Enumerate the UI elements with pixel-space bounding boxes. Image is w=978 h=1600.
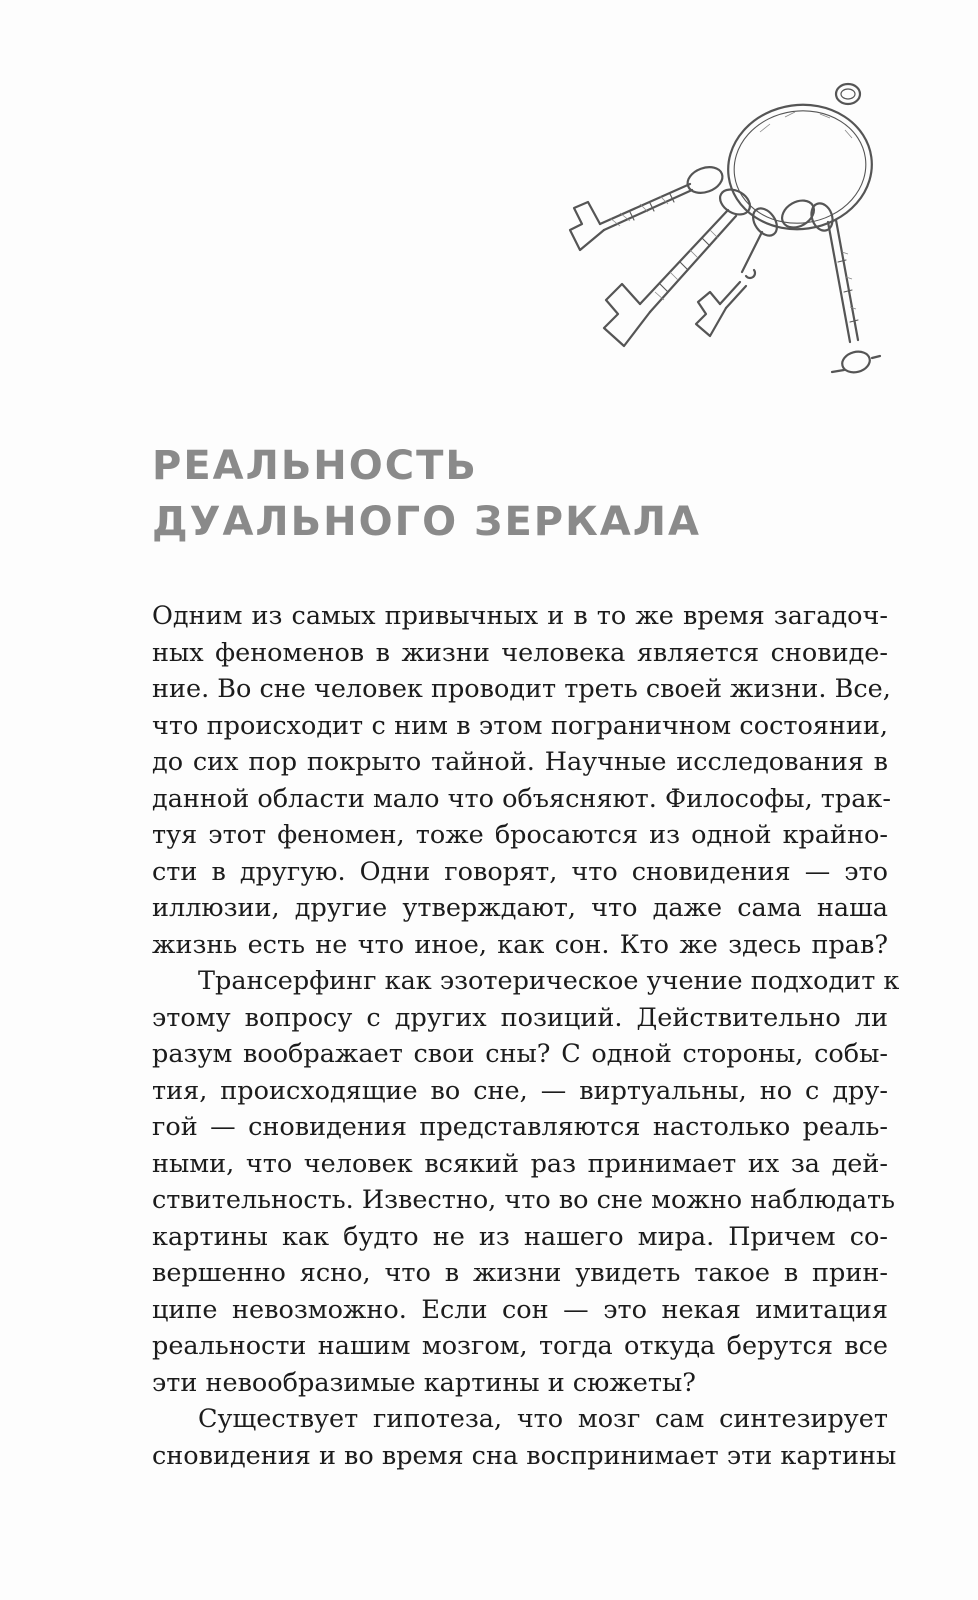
chapter-title-line-1: РЕАЛЬНОСТЬ [152, 443, 478, 489]
text-line: эти невообразимые картины и сюжеты? [152, 1367, 696, 1398]
text-line: ных феноменов в жизни человека является сновиде- [152, 637, 888, 668]
text-line: что происходит с ним в этом пограничном состоянии, [152, 710, 888, 741]
text-line: картины как будто не из нашего мира. Причем со- [152, 1221, 888, 1252]
text-line: туя этот феномен, тоже бросаются из одной крайно- [152, 820, 888, 850]
text-line: иллюзии, другие утверждают, что даже сама наша [152, 893, 888, 923]
text-line: гой — сновидения представляются настолько реаль- [152, 1112, 888, 1142]
text-line: ными, что человек всякий раз принимает их за дей- [152, 1148, 888, 1179]
paragraph-2 [152, 963, 900, 1401]
chapter-title [152, 438, 701, 550]
paragraph-1 [152, 598, 891, 963]
text-line: ние. Во сне человек проводит треть своей жизни. Все, [152, 674, 891, 704]
text-line: разум воображает свои сны? С одной стороны, собы- [152, 1039, 888, 1069]
text-line: сновидения и во время сна воспринимает эти картины [152, 1440, 897, 1471]
chapter-body-text [152, 598, 900, 1474]
text-line: Существует гипотеза, что мозг сам синтезирует [198, 1404, 888, 1434]
text-line: Одним из самых привычных и в то же время загадоч- [152, 601, 888, 631]
paragraph-3 [152, 1401, 897, 1474]
text-line: сти в другую. Одни говорят, что сновидения — это [152, 856, 888, 887]
text-line: этому вопросу с других позиций. Действительно ли [152, 1002, 888, 1033]
text-line: Трансерфинг как эзотерическое учение подходит к [198, 966, 900, 996]
text-line: ципе невозможно. Если сон — это некая имитация [152, 1294, 888, 1325]
key-ring-illustration [560, 72, 890, 392]
text-line: реальности нашим мозгом, тогда откуда берутся все [152, 1331, 888, 1361]
text-line: данной области мало что объясняют. Философы, трак- [152, 783, 891, 814]
text-line: вершенно ясно, что в жизни увидеть такое в прин- [152, 1258, 888, 1288]
key-ring-icon [560, 72, 890, 392]
text-line: жизнь есть не что иное, как сон. Кто же здесь прав? [152, 929, 888, 960]
chapter-title-line-2: ДУАЛЬНОГО ЗЕРКАЛА [152, 499, 701, 545]
text-line: ствительность. Известно, что во сне можно наблюдать [152, 1185, 896, 1215]
text-line: до сих пор покрыто тайной. Научные исследования в [152, 747, 888, 777]
text-line: тия, происходящие во сне, — виртуальны, но с дру- [152, 1075, 888, 1106]
